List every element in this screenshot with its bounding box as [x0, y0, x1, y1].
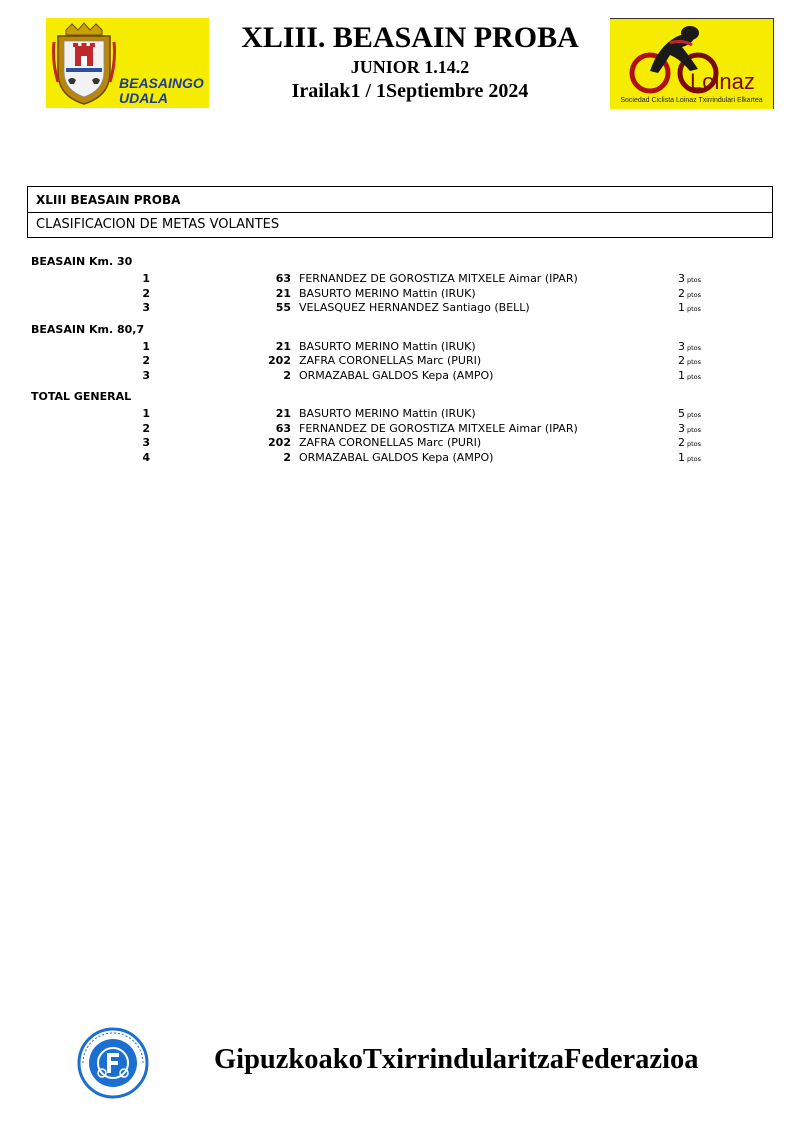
- loinaz-brand: Loinaz: [690, 69, 755, 94]
- classification-title-box: [27, 186, 773, 238]
- position: 1: [142, 272, 150, 285]
- position: 3: [142, 301, 150, 314]
- section-title: BEASAIN Km. 80,7: [31, 322, 145, 336]
- section-beasain-km-80-7: [0, 320, 800, 384]
- bib-number: 21: [275, 286, 291, 300]
- position: 1: [142, 339, 150, 353]
- result-row: [0, 422, 800, 437]
- position: 4: [142, 450, 150, 464]
- federation-emblem-icon: [72, 1027, 154, 1099]
- federation-name: GipuzkoakoTxirrindularitzaFederazioa: [214, 1044, 699, 1075]
- position: 2: [142, 354, 150, 367]
- position: 1: [142, 407, 150, 420]
- rider-name: ZAFRA CORONELLAS Marc (PURI): [299, 436, 482, 449]
- points: 2 ptos: [678, 286, 702, 300]
- points: 1 ptos: [678, 450, 702, 464]
- section-total-general: [0, 387, 800, 465]
- rider-name: ORMAZABAL GALDOS Kepa (AMPO): [299, 368, 494, 382]
- rider-name: FERNANDEZ DE GOROSTIZA MITXELE Aimar (IPAR): [299, 272, 578, 285]
- loinaz-club-logo: [610, 18, 774, 109]
- logo-left-line-1: BEASAINGO: [119, 75, 204, 91]
- points: 3 ptos: [678, 421, 702, 435]
- bib-number: 21: [275, 407, 291, 420]
- rider-name: FERNANDEZ DE GOROSTIZA MITXELE Aimar (IPAR): [299, 421, 578, 435]
- results-list: [0, 252, 800, 469]
- race-title: XLIII. BEASAIN PROBA: [241, 21, 579, 54]
- points: 5 ptos: [678, 407, 702, 420]
- result-row: [0, 436, 800, 451]
- rider-name: ZAFRA CORONELLAS Marc (PURI): [299, 354, 482, 367]
- result-row: [0, 340, 800, 355]
- position: 2: [142, 286, 150, 300]
- bib-number: 2: [283, 368, 291, 382]
- section-title: TOTAL GENERAL: [31, 390, 132, 403]
- result-row: [0, 301, 800, 316]
- result-row: [0, 272, 800, 287]
- section-beasain-km-30: [0, 252, 800, 316]
- rider-name: BASURTO MERINO Mattin (IRUK): [299, 286, 476, 300]
- federation-logo: [72, 1027, 154, 1103]
- points: 2 ptos: [678, 354, 702, 367]
- position: 3: [142, 436, 150, 449]
- points: 1 ptos: [678, 301, 702, 314]
- classification-name: CLASIFICACION DE METAS VOLANTES: [36, 217, 280, 232]
- bib-number: 202: [268, 354, 291, 367]
- result-row: [0, 369, 800, 384]
- bib-number: 63: [275, 272, 291, 285]
- points: 1 ptos: [678, 368, 702, 382]
- result-row: [0, 287, 800, 302]
- bib-number: 202: [268, 436, 291, 449]
- position: 2: [142, 421, 150, 435]
- points: 3 ptos: [678, 339, 702, 353]
- race-category: JUNIOR 1.14.2: [350, 57, 470, 77]
- header-title-block: [210, 20, 610, 103]
- rider-name: VELASQUEZ HERNANDEZ Santiago (BELL): [299, 301, 530, 314]
- position: 3: [142, 368, 150, 382]
- section-title: BEASAIN Km. 30: [31, 255, 133, 268]
- rider-name: BASURTO MERINO Mattin (IRUK): [299, 339, 476, 353]
- bib-number: 55: [275, 301, 291, 314]
- result-row: [0, 407, 800, 422]
- event-name: XLIII BEASAIN PROBA: [28, 187, 772, 213]
- race-date: Irailak1 / 1Septiembre 2024: [291, 80, 529, 102]
- points: 3 ptos: [678, 272, 702, 285]
- beasain-udala-logo: [46, 18, 209, 108]
- bib-number: 2: [283, 450, 291, 464]
- bib-number: 63: [275, 421, 291, 435]
- points: 2 ptos: [678, 436, 702, 449]
- result-row: [0, 451, 800, 466]
- rider-name: BASURTO MERINO Mattin (IRUK): [299, 407, 476, 420]
- logo-left-line-2: UDALA: [119, 90, 168, 106]
- rider-name: ORMAZABAL GALDOS Kepa (AMPO): [299, 450, 494, 464]
- coat-of-arms-icon: [52, 22, 116, 106]
- loinaz-subtitle: Sociedad Ciclista Loinaz Txirrindulari Elkartea: [620, 97, 763, 104]
- result-row: [0, 354, 800, 369]
- bib-number: 21: [275, 339, 291, 353]
